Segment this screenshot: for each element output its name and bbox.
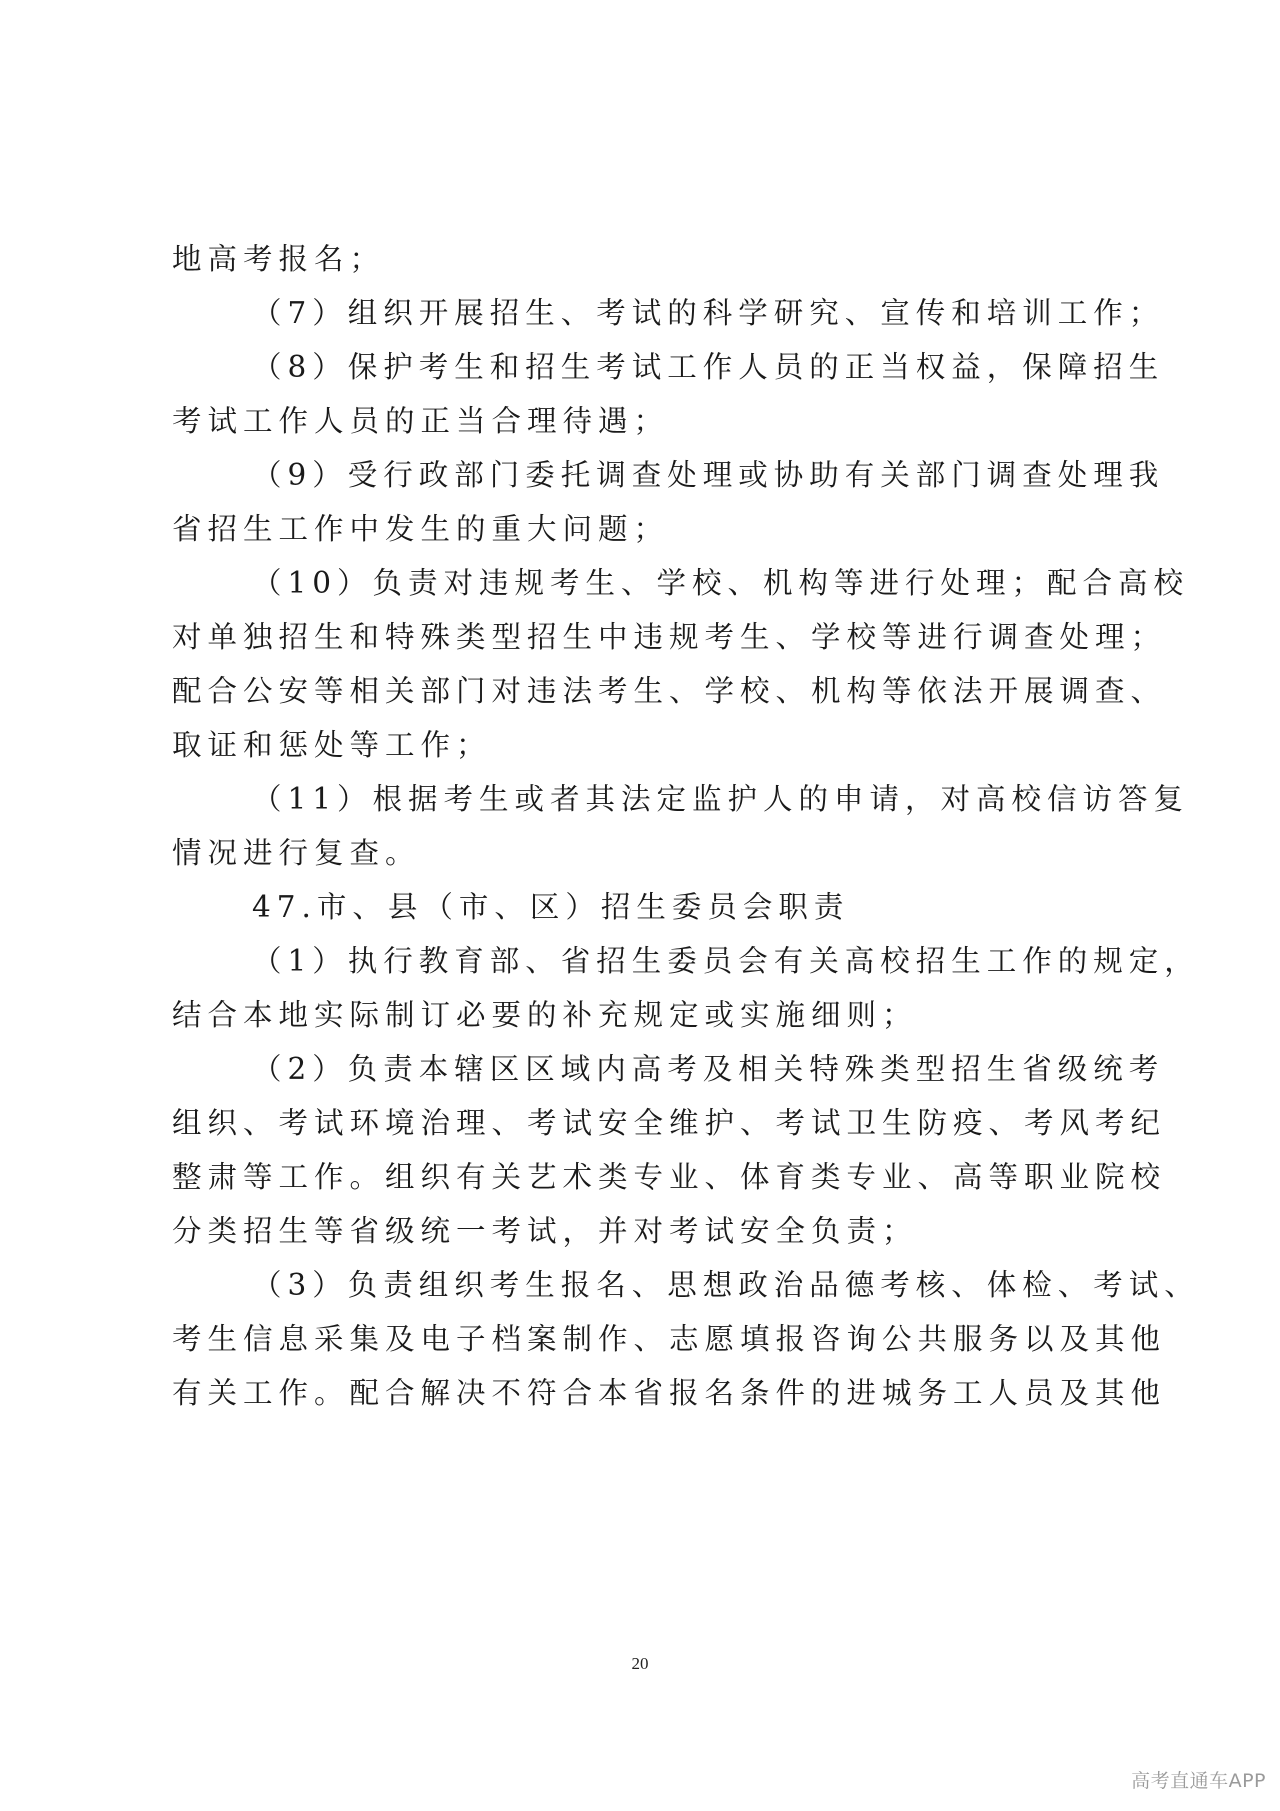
paragraph-line: （1）执行教育部、省招生委员会有关高校招生工作的规定， [252, 944, 1200, 978]
document-body [172, 232, 1200, 1420]
watermark: 高考直通车APP [1131, 1770, 1266, 1792]
paragraph-line: 整肃等工作。组织有关艺术类专业、体育类专业、高等职业院校 [172, 1160, 1167, 1194]
paragraph-line: 考试工作人员的正当合理待遇； [172, 404, 670, 438]
paragraph-line: 取证和惩处等工作； [172, 728, 492, 762]
paragraph-line: 地高考报名； [172, 242, 386, 276]
paragraph-line: 结合本地实际制订必要的补充规定或实施细则； [172, 998, 918, 1032]
paragraph-line: 分类招生等省级统一考试，并对考试安全负责； [172, 1214, 918, 1248]
paragraph-line: （2）负责本辖区区域内高考及相关特殊类型招生省级统考 [252, 1052, 1165, 1086]
paragraph-line: 情况进行复查。 [172, 836, 421, 870]
paragraph-line: 考生信息采集及电子档案制作、志愿填报咨询公共服务以及其他 [172, 1322, 1167, 1356]
paragraph-line: （7）组织开展招生、考试的科学研究、宣传和培训工作； [252, 296, 1165, 330]
section-heading: 47.市、县（市、区）招生委员会职责 [252, 890, 850, 924]
paragraph-line: 省招生工作中发生的重大问题； [172, 512, 670, 546]
paragraph-line: 对单独招生和特殊类型招生中违规考生、学校等进行调查处理； [172, 620, 1167, 654]
paragraph-line: （9）受行政部门委托调查处理或协助有关部门调查处理我 [252, 458, 1165, 492]
paragraph-line: （8）保护考生和招生考试工作人员的正当权益，保障招生 [252, 350, 1165, 384]
paragraph-line: 组织、考试环境治理、考试安全维护、考试卫生防疫、考风考纪 [172, 1106, 1167, 1140]
paragraph-line: 配合公安等相关部门对违法考生、学校、机构等依法开展调查、 [172, 674, 1167, 708]
paragraph-line: （10）负责对违规考生、学校、机构等进行处理；配合高校 [252, 566, 1190, 600]
paragraph-line: （3）负责组织考生报名、思想政治品德考核、体检、考试、 [252, 1268, 1200, 1302]
page-number: 20 [631, 1654, 649, 1673]
paragraph-line: （11）根据考生或者其法定监护人的申请，对高校信访答复 [252, 782, 1190, 816]
paragraph-line: 有关工作。配合解决不符合本省报名条件的进城务工人员及其他 [172, 1376, 1167, 1410]
